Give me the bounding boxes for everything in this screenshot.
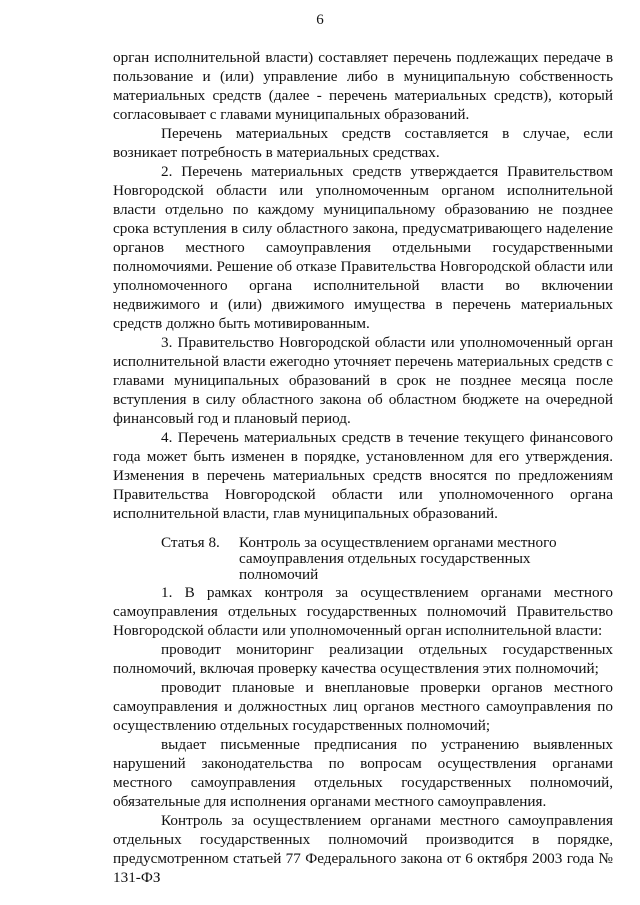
article-number: Статья 8. [161, 534, 220, 551]
article-title: Контроль за осуществлением органами местного самоуправления отдельных государственных полномочий [239, 534, 557, 583]
article-heading [113, 535, 613, 583]
paragraph: 1. В рамках контроля за осуществлением органами местного самоуправления отдельных государственных полномочий Правительство Новгородской области или уполномоченный орган исполнительной власти: [113, 584, 613, 639]
document-body [113, 48, 613, 887]
paragraph: проводит мониторинг реализации отдельных государственных полномочий, включая проверку качества осуществления этих полномочий; [113, 641, 613, 677]
paragraph: 4. Перечень материальных средств в течение текущего финансового года может быть изменен в порядке, установленном для его утверждения. Изменения в перечень материальных средств вносятся по предложениям Правительства Новгородской области или уполномоченного органа исполнительной власти, глав муниципальных образований. [113, 429, 613, 522]
paragraph: 3. Правительство Новгородской области или уполномоченный орган исполнительной власти ежегодно уточняет перечень материальных средств с главами муниципальных образований в срок не позднее месяца после вступления в силу областного закона об областном бюджете на очередной финансовый год и плановый период. [113, 334, 613, 427]
paragraph: Перечень материальных средств составляется в случае, если возникает потребность в материальных средствах. [113, 125, 613, 161]
paragraph: Контроль за осуществлением органами местного самоуправления отдельных государственных полномочий производится в порядке, предусмотренном статьей 77 Федерального закона от 6 октября 2003 года № 131-ФЗ [113, 812, 613, 886]
paragraph: орган исполнительной власти) составляет перечень подлежащих передаче в пользование и (или) управление либо в муниципальную собственность материальных средств (далее - перечень материальных средств), который согласовывает с главами муниципальных образований. [113, 49, 613, 123]
paragraph: проводит плановые и внеплановые проверки органов местного самоуправления и должностных лиц органов местного самоуправления по осуществлению отдельных государственных полномочий; [113, 679, 613, 734]
paragraph: выдает письменные предписания по устранению выявленных нарушений законодательства по вопросам осуществления органами местного самоуправления отдельных государственных полномочий, обязательные для исполнения органами местного самоуправления. [113, 736, 613, 810]
page-number: 6 [316, 12, 324, 28]
paragraph: 2. Перечень материальных средств утверждается Правительством Новгородской области или уполномоченным органом исполнительной власти отдельно по каждому муниципальному образованию не позднее срока вступления в силу областного закона, предусматривающего наделение органов местного самоуправления отдельными государственными полномочиями. Решение об отказе Правительства Новгородской области или уполномоченного органа исполнительной власти во включении недвижимого и (или) движимого имущества в перечень материальных средств должно быть мотивированным. [113, 163, 613, 332]
